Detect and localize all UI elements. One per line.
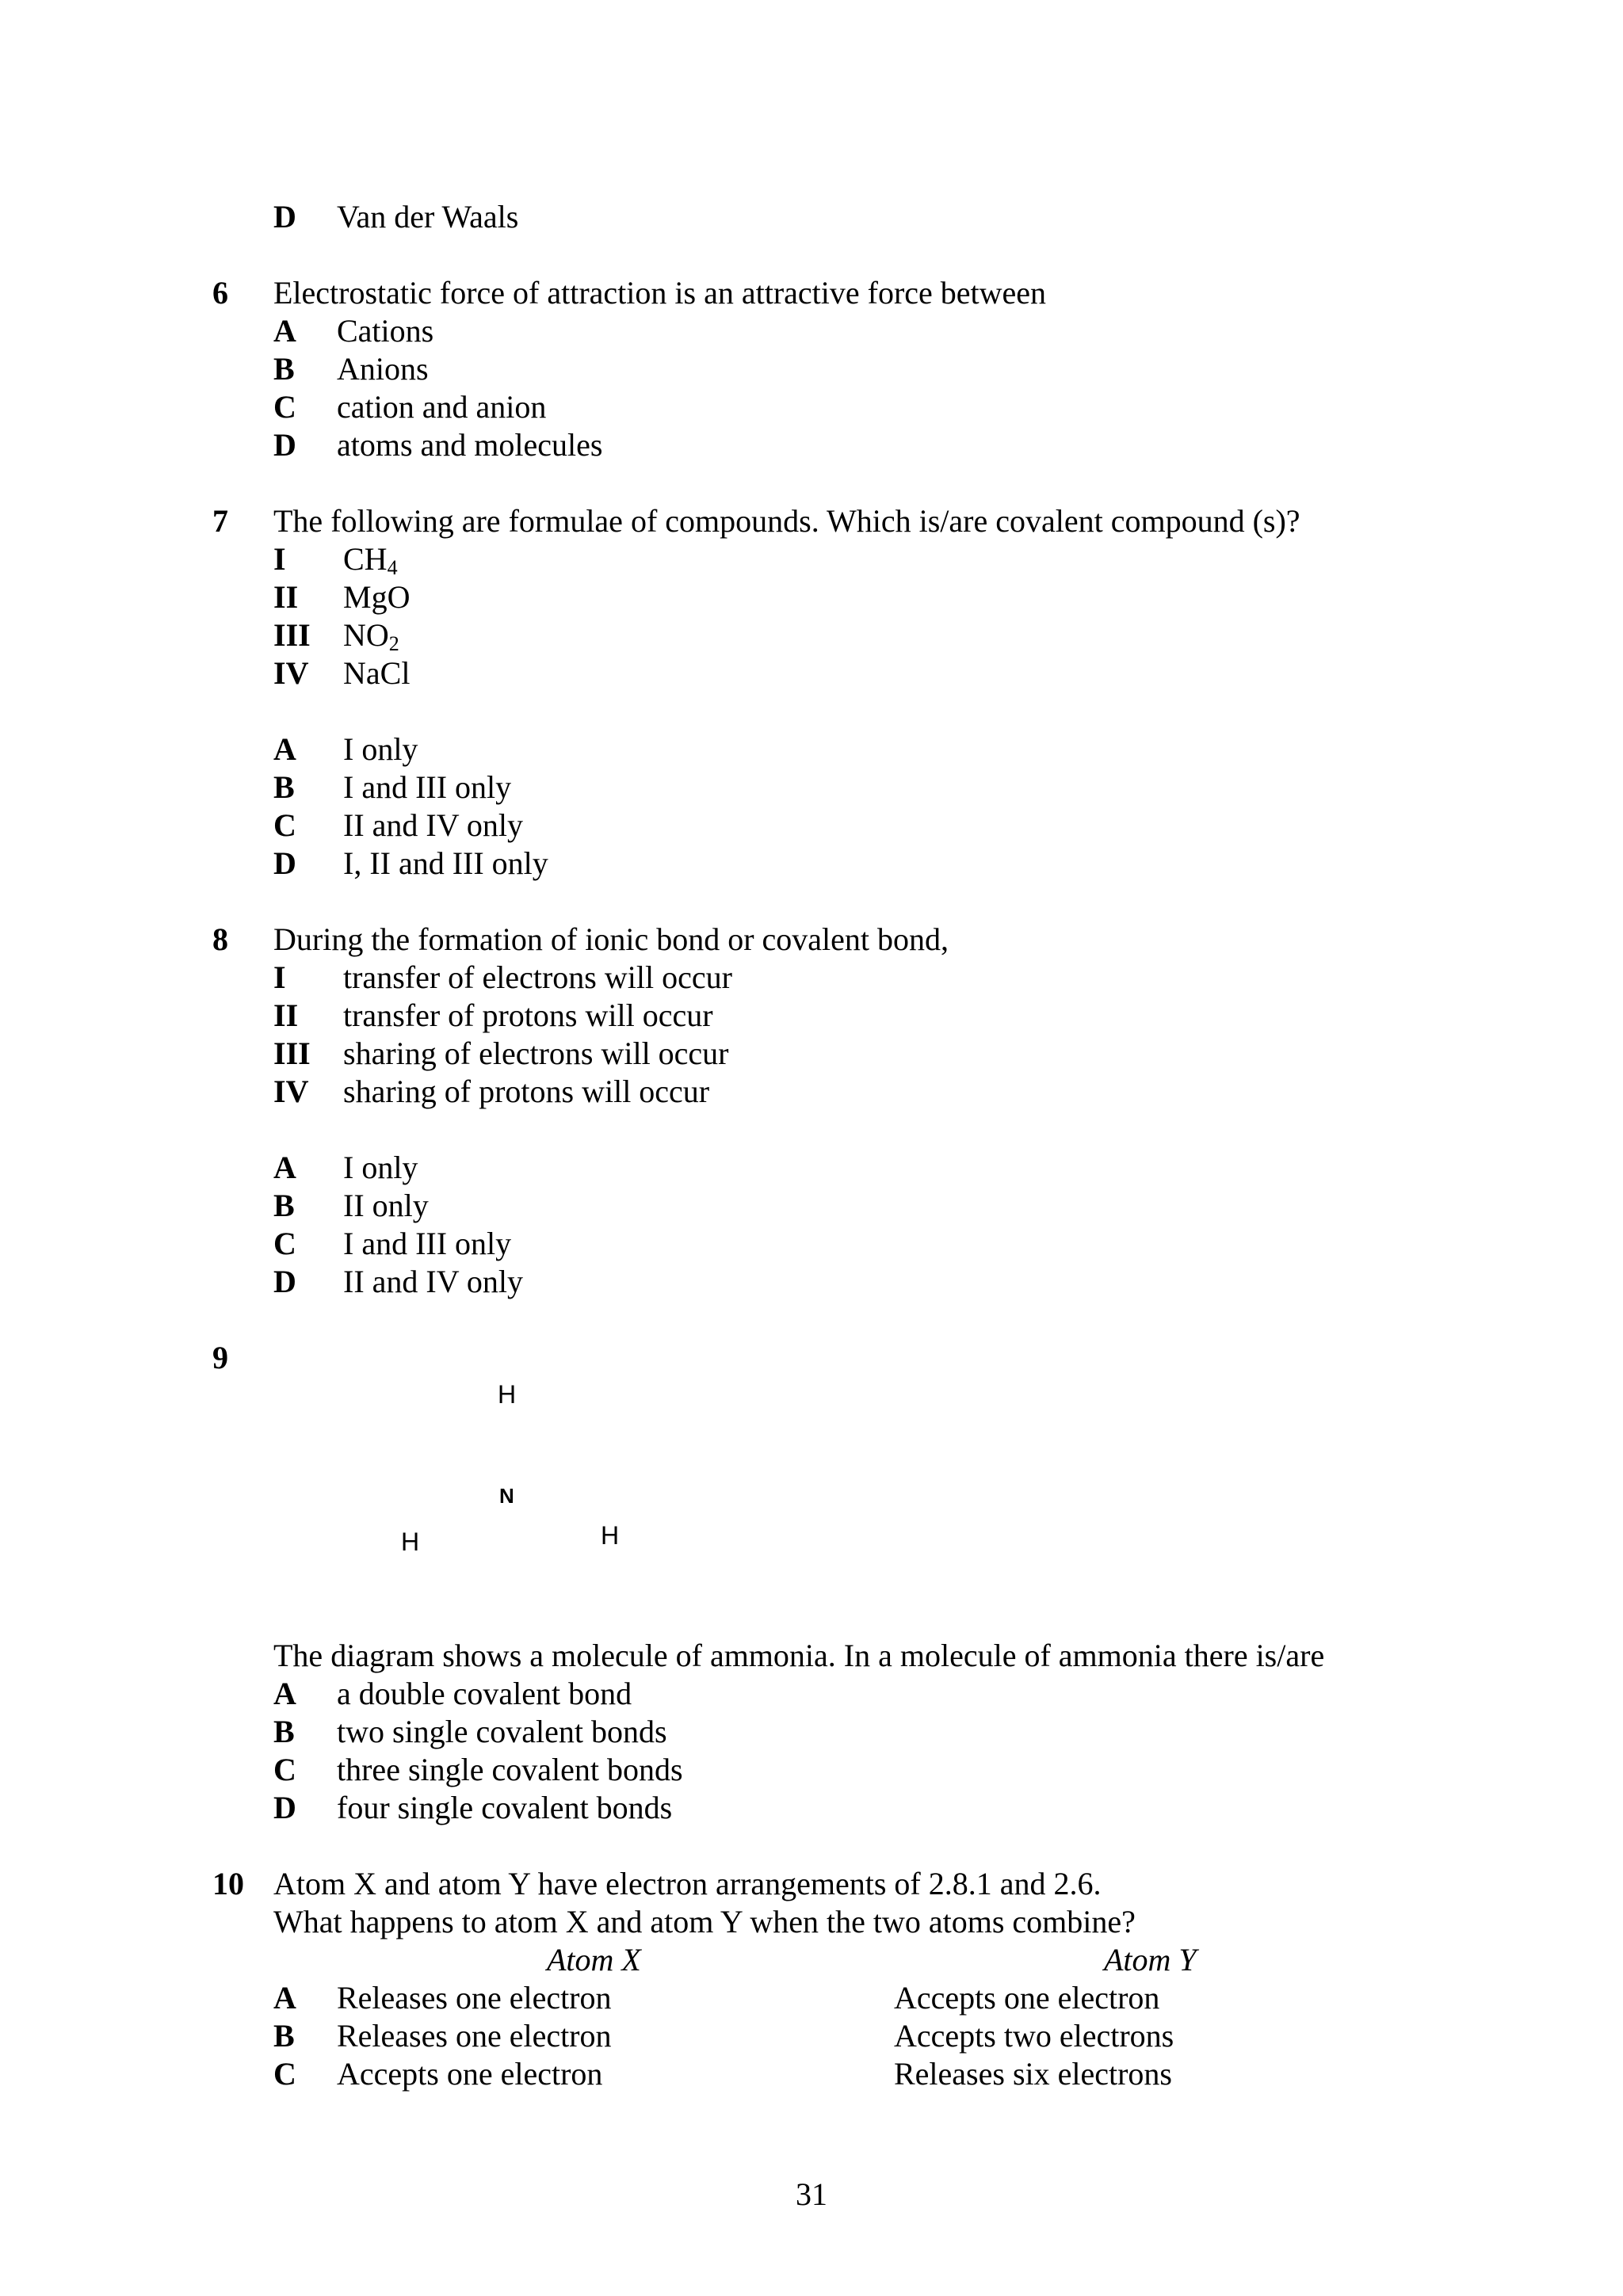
q10-option-atom-y: Releases six electrons bbox=[894, 2056, 1172, 2092]
q8-option-label: A bbox=[273, 1150, 296, 1185]
q8-statement-text: transfer of electrons will occur bbox=[343, 959, 732, 995]
q10-column-header-atom-x: Atom X bbox=[547, 1942, 641, 1978]
q8-option-text: II and IV only bbox=[343, 1264, 523, 1299]
q7-statement-formula: NaCl bbox=[343, 655, 411, 691]
diagram-top-h-atom: H bbox=[498, 1380, 517, 1409]
q8-statement-label: I bbox=[273, 959, 286, 995]
q10-option-atom-x: Releases one electron bbox=[337, 1980, 612, 2016]
q8-statement-text: sharing of protons will occur bbox=[343, 1074, 710, 1109]
page-number: 31 bbox=[796, 2176, 827, 2212]
q7-stem: The following are formulae of compounds. Which is/are covalent compound (s)? bbox=[273, 503, 1300, 539]
q8-statement-label: IV bbox=[273, 1074, 309, 1109]
q10-stem-line1: Atom X and atom Y have electron arrangements of 2.8.1 and 2.6. bbox=[273, 1866, 1102, 1901]
q10-column-header-atom-y: Atom Y bbox=[1104, 1942, 1197, 1978]
q7-statement-label: III bbox=[273, 617, 311, 653]
q9-stem: The diagram shows a molecule of ammonia. In a molecule of ammonia there is/are bbox=[273, 1638, 1325, 1673]
q7-statement-label: I bbox=[273, 541, 286, 577]
q8-option-label: D bbox=[273, 1264, 296, 1299]
q8-option-text: II only bbox=[343, 1188, 429, 1223]
q7-option-text: I, II and III only bbox=[343, 845, 548, 881]
q7-option-label: B bbox=[273, 769, 295, 805]
q6-option-text: atoms and molecules bbox=[337, 427, 603, 463]
q10-option-atom-x: Accepts one electron bbox=[337, 2056, 603, 2092]
q9-option-text: a double covalent bond bbox=[337, 1676, 632, 1711]
q8-statement-text: sharing of electrons will occur bbox=[343, 1035, 729, 1071]
q8-statement-text: transfer of protons will occur bbox=[343, 997, 713, 1033]
q9-option-label: A bbox=[273, 1676, 296, 1711]
q6-option-label: B bbox=[273, 351, 295, 387]
q7-number: 7 bbox=[212, 503, 228, 539]
q7-option-text: I and III only bbox=[343, 769, 512, 805]
diagram-left-h-atom: H bbox=[401, 1527, 420, 1556]
q6-option-label: D bbox=[273, 427, 296, 463]
diagram-center-n-atom: N bbox=[499, 1484, 514, 1508]
q7-option-label: D bbox=[273, 845, 296, 881]
q8-number: 8 bbox=[212, 921, 228, 957]
q6-stem: Electrostatic force of attraction is an attractive force between bbox=[273, 275, 1047, 311]
q6-option-text: Cations bbox=[337, 313, 434, 349]
q5-option-d-text: Van der Waals bbox=[337, 199, 519, 235]
q7-statement-formula: MgO bbox=[343, 579, 411, 615]
q10-option-label: A bbox=[273, 1980, 296, 2016]
q8-option-label: C bbox=[273, 1226, 296, 1261]
q10-option-label: B bbox=[273, 2018, 295, 2054]
q7-option-label: C bbox=[273, 807, 296, 843]
q10-option-atom-y: Accepts one electron bbox=[894, 1980, 1160, 2016]
q10-option-atom-y: Accepts two electrons bbox=[894, 2018, 1174, 2054]
q9-option-text: four single covalent bonds bbox=[337, 1790, 673, 1825]
q10-number: 10 bbox=[212, 1866, 244, 1901]
q10-stem-line2: What happens to atom X and atom Y when the two atoms combine? bbox=[273, 1904, 1136, 1939]
q5-option-d-label: D bbox=[273, 199, 296, 235]
q10-option-label: C bbox=[273, 2056, 296, 2092]
q7-statement-formula: $CH_4$ bbox=[343, 541, 398, 579]
q7-statement-formula: $NO_2$ bbox=[343, 617, 399, 655]
q9-option-label: C bbox=[273, 1752, 296, 1787]
diagram-right-h-atom: H bbox=[601, 1521, 620, 1550]
q6-number: 6 bbox=[212, 275, 228, 311]
q7-option-text: II and IV only bbox=[343, 807, 523, 843]
q10-option-atom-x: Releases one electron bbox=[337, 2018, 612, 2054]
q9-option-label: D bbox=[273, 1790, 296, 1825]
q9-option-text: three single covalent bonds bbox=[337, 1752, 683, 1787]
q8-stem: During the formation of ionic bond or covalent bond, bbox=[273, 921, 949, 957]
q8-statement-label: II bbox=[273, 997, 299, 1033]
q7-statement-label: II bbox=[273, 579, 299, 615]
q6-option-text: Anions bbox=[337, 351, 429, 387]
q7-option-label: A bbox=[273, 731, 296, 767]
q9-option-label: B bbox=[273, 1714, 295, 1749]
q8-option-label: B bbox=[273, 1188, 295, 1223]
q8-option-text: I only bbox=[343, 1150, 418, 1185]
q6-option-label: C bbox=[273, 389, 296, 425]
q6-option-label: A bbox=[273, 313, 296, 349]
q8-statement-label: III bbox=[273, 1035, 311, 1071]
q7-statement-label: IV bbox=[273, 655, 309, 691]
q7-option-text: I only bbox=[343, 731, 418, 767]
q9-number: 9 bbox=[212, 1340, 228, 1375]
q8-option-text: I and III only bbox=[343, 1226, 512, 1261]
q6-option-text: cation and anion bbox=[337, 389, 547, 425]
q9-option-text: two single covalent bonds bbox=[337, 1714, 667, 1749]
